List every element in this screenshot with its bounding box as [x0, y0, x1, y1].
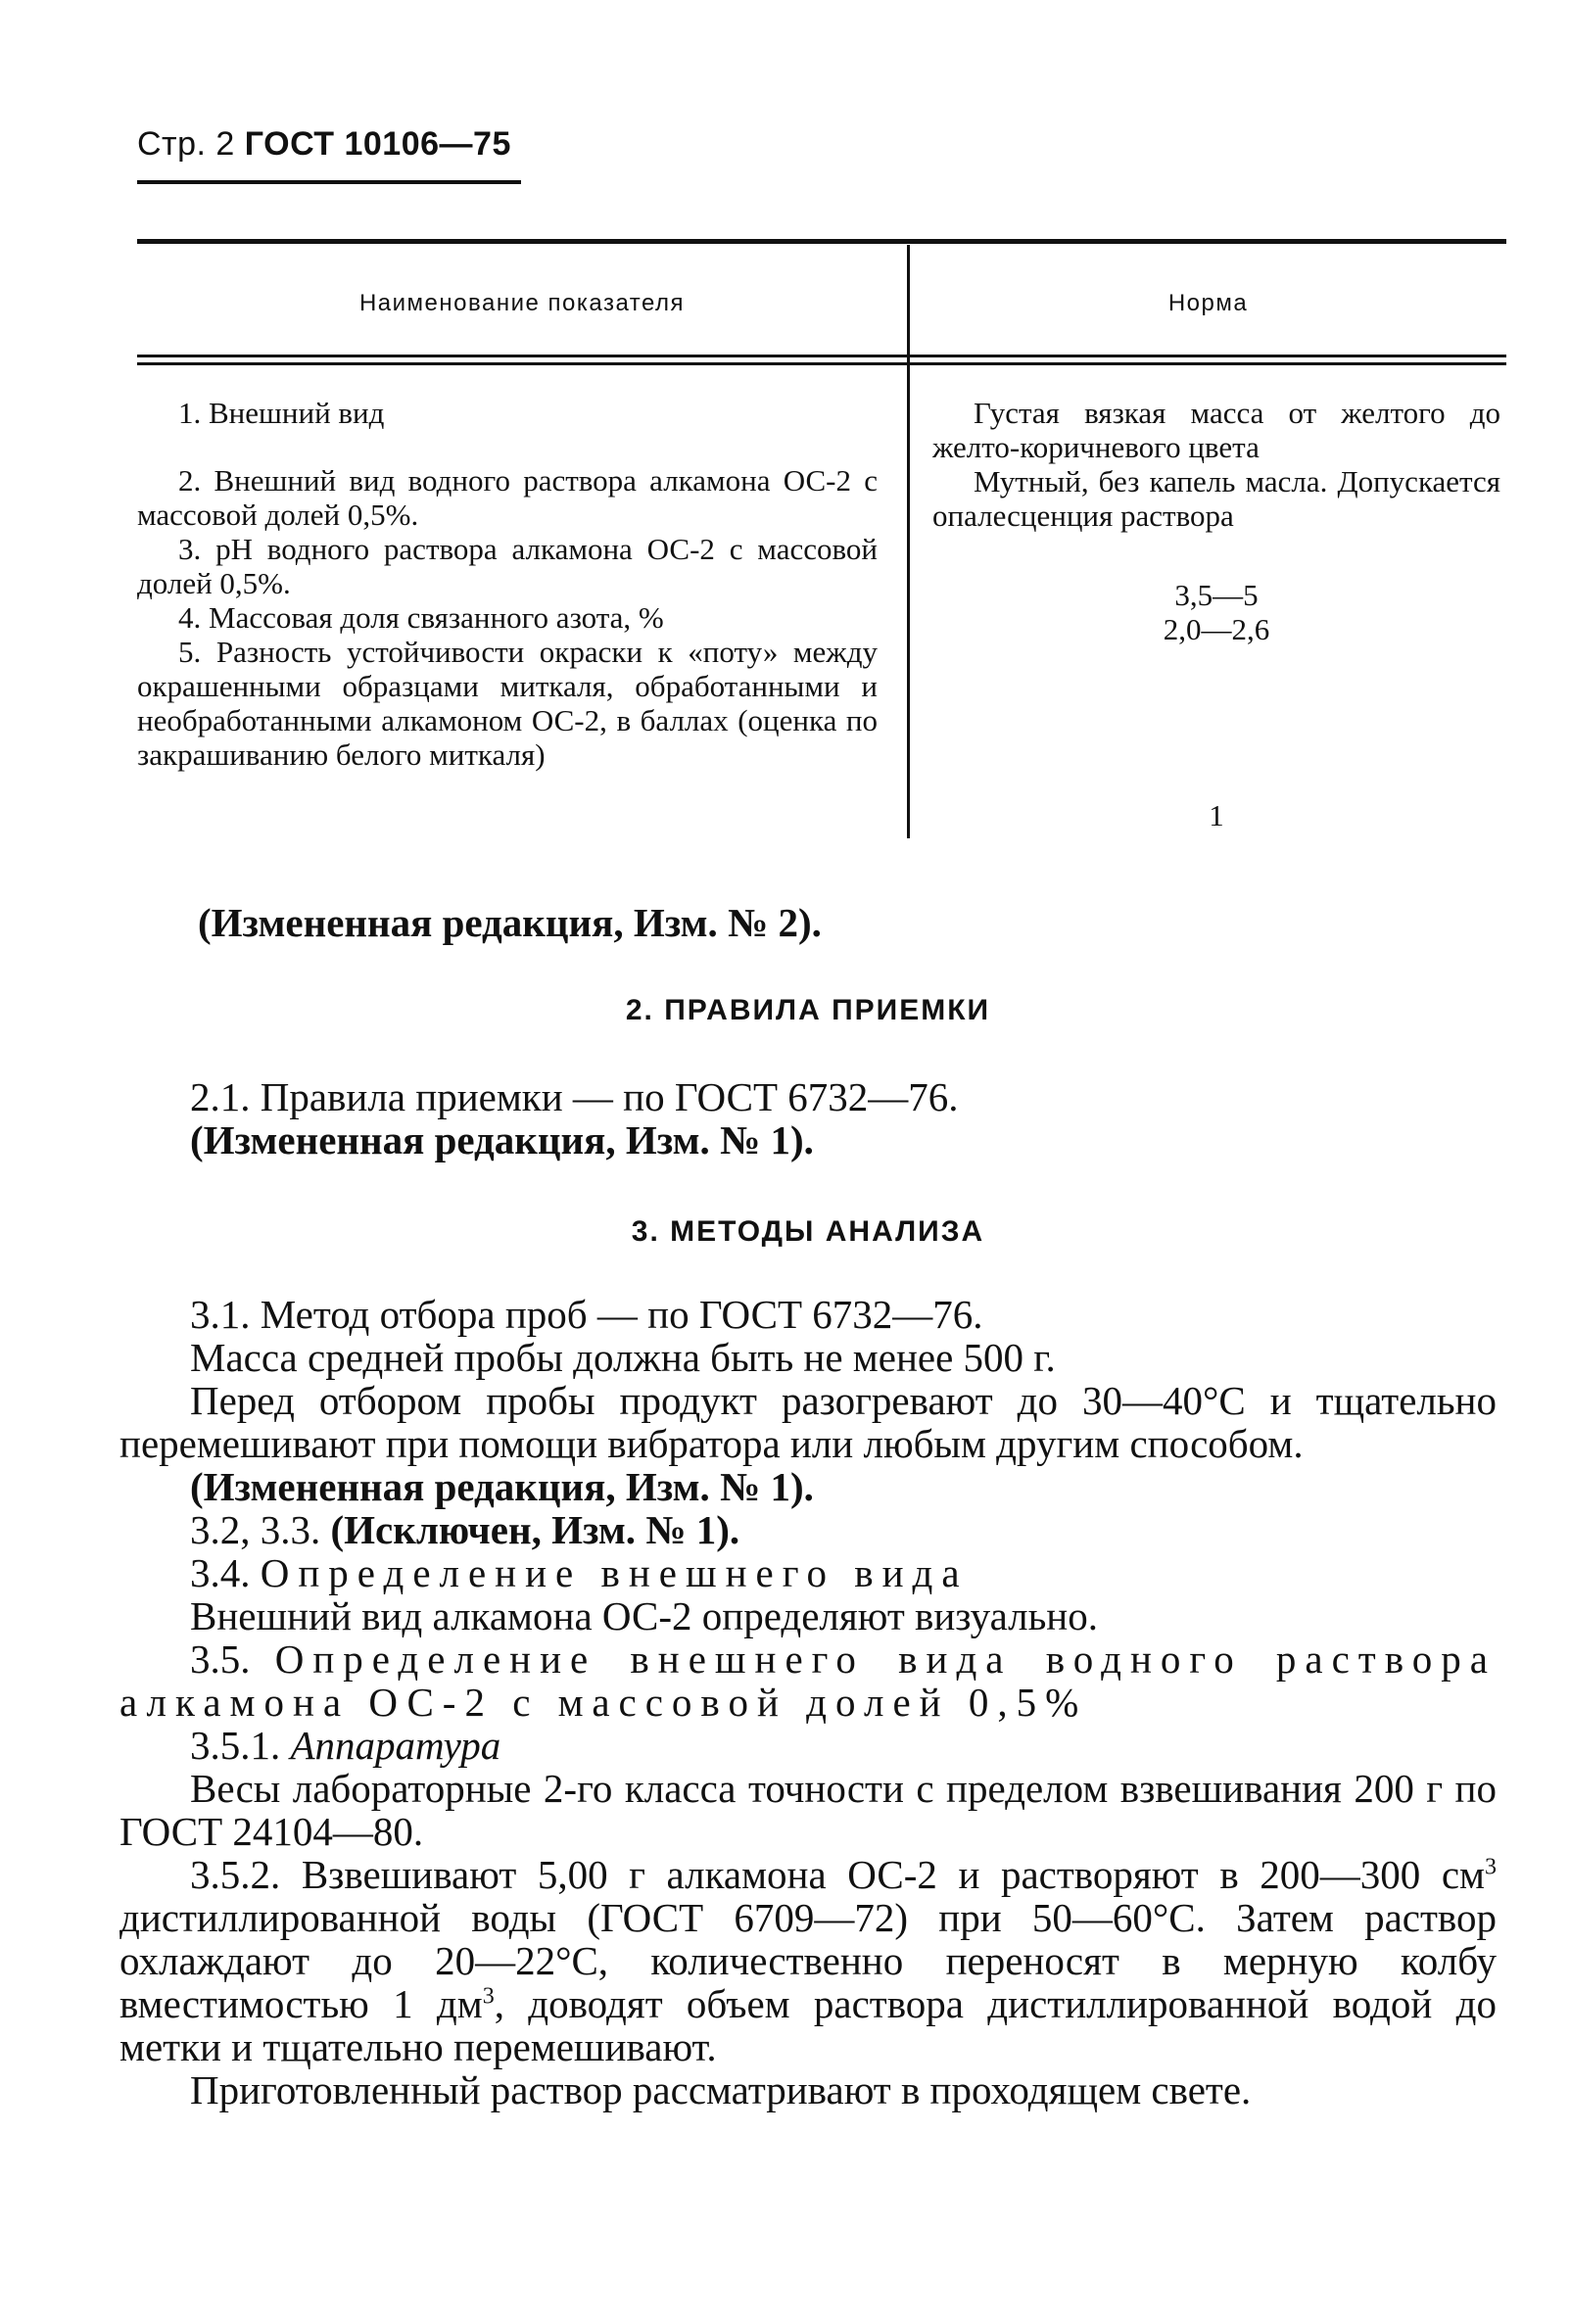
table-column-divider: [907, 245, 910, 838]
paragraph-3-1-prep: Перед отбором пробы продукт разогревают до 30—40°С и тщательно перемешивают при помощи вибратора или любым другим способом.: [119, 1378, 1497, 1466]
page-number: Стр. 2: [137, 125, 235, 163]
header-rule-2: [137, 362, 1506, 365]
paragraph-3-5-1-text: Весы лабораторные 2-го класса точности с пределом взвешивания 200 г по ГОСТ 24104—80.: [119, 1766, 1497, 1854]
paragraph-2-1: 2.1. Правила приемки — по ГОСТ 6732—76.: [190, 1074, 959, 1119]
paragraph-title: Аппаратура: [290, 1723, 501, 1768]
table-row-name: 2. Внешний вид водного раствора алкамона ОС-2 с массовой долей 0,5%.: [137, 463, 878, 532]
column-header-name: Наименование показателя: [358, 290, 686, 316]
paragraph-title: Определение внешнего вида водного раствора алкамона ОС-2 с массовой долей 0,5%: [119, 1636, 1498, 1725]
column-header-norm: Норма: [1167, 290, 1249, 316]
paragraph-number: 3.4.: [190, 1550, 251, 1595]
document-body: [119, 901, 1497, 2111]
paragraph-number: 3.5.1.: [190, 1723, 281, 1768]
header-underline: [137, 180, 521, 184]
table-top-rule: [137, 239, 1506, 244]
text-fragment: 3.5.2. Взвешивают 5,00 г алкамона ОС-2 и растворяют в 200—300 см: [190, 1852, 1485, 1897]
paragraph-3-4: [119, 1551, 1497, 1594]
table-row-name: 1. Внешний вид: [178, 396, 385, 430]
standard-number: ГОСТ 10106—75: [244, 125, 511, 163]
text-fragment: дистиллированной воды (ГОСТ 6709—72) при 50—60°С. Затем раствор охлаждают до 20—22°С, количественно переносят в мерную колбу вместимостью 1 дм: [119, 1895, 1497, 2026]
amendment-note: (Измененная редакция, Изм. № 1).: [190, 1464, 814, 1509]
table-row-name: 5. Разность устойчивости окраски к «поту» между окрашенными образцами миткаля, обработанными и необработанными алкамоном ОС-2, в баллах (оценка по закрашиванию белого миткаля): [137, 635, 878, 772]
table-row-norm: 2,0—2,6: [1163, 612, 1270, 646]
excluded-note: (Исключен, Изм. № 1).: [330, 1507, 740, 1552]
paragraph-3-2: [119, 1508, 1497, 1551]
paragraph-3-4-text: Внешний вид алкамона ОС-2 определяют визуально.: [190, 1593, 1098, 1638]
section-3-title: 3. МЕТОДЫ АНАЛИЗА: [631, 1215, 985, 1248]
paragraph-3-1: 3.1. Метод отбора проб — по ГОСТ 6732—76.: [190, 1292, 983, 1337]
indicator-norms: [932, 396, 1500, 832]
superscript: 3: [1485, 1854, 1497, 1880]
table-row-norm: 1: [1209, 798, 1224, 832]
amendment-note: (Измененная редакция, Изм. № 1).: [190, 1117, 814, 1162]
paragraph-3-5-1: [119, 1724, 1497, 1767]
indicators-table: [137, 239, 1506, 838]
page-header: [137, 125, 511, 164]
table-row-norm: Мутный, без капель масла. Допускается опалесценция раствора: [932, 464, 1500, 533]
paragraph-number: 3.2, 3.3.: [190, 1507, 321, 1552]
text-fragment: , доводят объем раствора дистиллированной водой до метки и тщательно перемешивают.: [119, 1981, 1497, 2069]
paragraph-3-1-mass: Масса средней пробы должна быть не менее 500 г.: [190, 1335, 1056, 1380]
table-row-name: 3. pH водного раствора алкамона ОС-2 с массовой долей 0,5%.: [137, 532, 878, 600]
paragraph-number: 3.5.: [190, 1636, 251, 1682]
paragraph-3-5: [119, 1637, 1497, 1724]
paragraph-3-5-2: [119, 1853, 1497, 2068]
table-row-name: 4. Массовая доля связанного азота, %: [178, 600, 664, 635]
paragraph-3-5-2-last: Приготовленный раствор рассматривают в проходящем свете.: [190, 2067, 1252, 2112]
paragraph-title: Определение внешнего вида: [260, 1550, 969, 1595]
amendment-note: (Измененная редакция, Изм. № 2).: [198, 900, 822, 945]
header-rule-1: [137, 355, 1506, 357]
table-row-norm: 3,5—5: [1174, 578, 1259, 612]
superscript: 3: [482, 1983, 495, 2010]
indicator-names: [137, 396, 878, 772]
table-row-norm: Густая вязкая масса от желтого до желто-коричневого цвета: [932, 396, 1500, 464]
section-2-title: 2. ПРАВИЛА ПРИЕМКИ: [625, 994, 991, 1026]
